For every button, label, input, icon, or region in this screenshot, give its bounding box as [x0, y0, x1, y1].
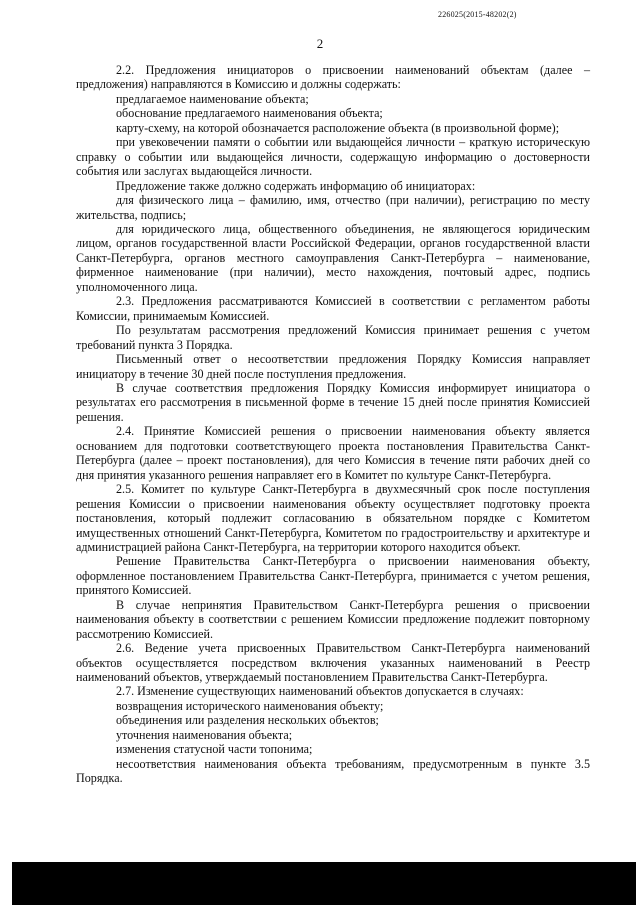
page-number: 2	[316, 36, 324, 51]
paragraph: при увековечении памяти о событии или выдающейся личности – краткую историческую справку о событии или выдающейся личности, содержащую информацию о достоверности события или заслугах выдающейся личности.	[76, 135, 590, 179]
document-id: 226025(2015-48202(2)	[438, 10, 517, 19]
paragraph: объединения или разделения нескольких объектов;	[116, 713, 379, 728]
paragraph: возвращения исторического наименования объекту;	[116, 698, 384, 713]
paragraph: изменения статусной части топонима;	[116, 742, 313, 757]
paragraph: Решение Правительства Санкт-Петербурга о присвоении наименования объекту, оформленное постановлением Правительства Санкт-Петербурга, принимается с учетом решения, принятого Комиссией.	[76, 554, 590, 598]
paragraph: предлагаемое наименование объекта;	[116, 91, 309, 106]
paragraph: для юридического лица, общественного объединения, не являющегося юридическим лицом, органов государственной власти Российской Федерации, органов государственной власти Санкт-Петербурга, органов местного самоуправления Санкт-Петербурга – наименование, фирменное наименование (при наличии), место нахождения, почтовый адрес, подпись уполномоченного лица.	[76, 221, 590, 294]
paragraph: 2.3. Предложения рассматриваются Комиссией в соответствии с регламентом работы Комиссии, принимаемым Комиссией.	[76, 294, 590, 323]
paragraph: По результатам рассмотрения предложений Комиссия принимает решения с учетом требований пункта 3 Порядка.	[76, 323, 590, 352]
document-body	[76, 63, 590, 786]
paragraph: В случае непринятия Правительством Санкт-Петербурга решения о присвоении наименования объекту в соответствии с решением Комиссии предложение подлежит повторному рассмотрению Комиссией.	[76, 597, 590, 641]
paragraph: 2.5. Комитет по культуре Санкт-Петербурга в двухмесячный срок после поступления решения Комиссии о присвоении наименования объекту осуществляет подготовку проекта постановления, который подлежит согласованию в обязательном порядке с Комитетом имущественных отношений Санкт-Петербурга, Комитетом по градостроительству и архитектуре и администрацией района Санкт-Петербурга, на территории которого находится объект.	[76, 482, 590, 554]
paragraph: 2.7. Изменение существующих наименований объектов допускается в случаях:	[116, 684, 524, 699]
paragraph: обоснование предлагаемого наименования объекта;	[116, 106, 383, 121]
paragraph: 2.4. Принятие Комиссией решения о присвоении наименования объекту является основанием для подготовки соответствующего проекта постановления Правительства Санкт-Петербурга (далее – проект постановления), для чего Комиссия в течение пяти рабочих дней со дня принятия указанного решения направляет его в Комитет по культуре Санкт-Петербурга.	[76, 424, 590, 482]
paragraph: для физического лица – фамилию, имя, отчество (при наличии), регистрацию по месту жительства, подпись;	[76, 193, 590, 222]
paragraph: 2.2. Предложения инициаторов о присвоении наименований объектам (далее – предложения) направляются в Комиссию и должны содержать:	[76, 63, 590, 92]
paragraph: Предложение также должно содержать информацию об инициаторах:	[116, 178, 476, 193]
paragraph: 2.6. Ведение учета присвоенных Правительством Санкт-Петербурга наименований объектов осуществляется посредством включения указанных наименований в Реестр наименований объектов, утверждаемый постановлением Правительства Санкт-Петербурга.	[76, 641, 590, 685]
paragraph: В случае соответствия предложения Порядку Комиссия информирует инициатора о результатах его рассмотрения в письменной форме в течение 15 дней после принятия Комиссией решения.	[76, 380, 590, 424]
scan-bottom-bar	[12, 862, 636, 905]
paragraph: несоответствия наименования объекта требованиям, предусмотренным в пункте 3.5 Порядка.	[76, 756, 590, 786]
paragraph: карту-схему, на которой обозначается расположение объекта (в произвольной форме);	[116, 120, 560, 135]
paragraph: Письменный ответ о несоответствии предложения Порядку Комиссия направляет инициатору в течение 30 дней после поступления предложения.	[76, 352, 590, 381]
paragraph: уточнения наименования объекта;	[116, 727, 293, 742]
